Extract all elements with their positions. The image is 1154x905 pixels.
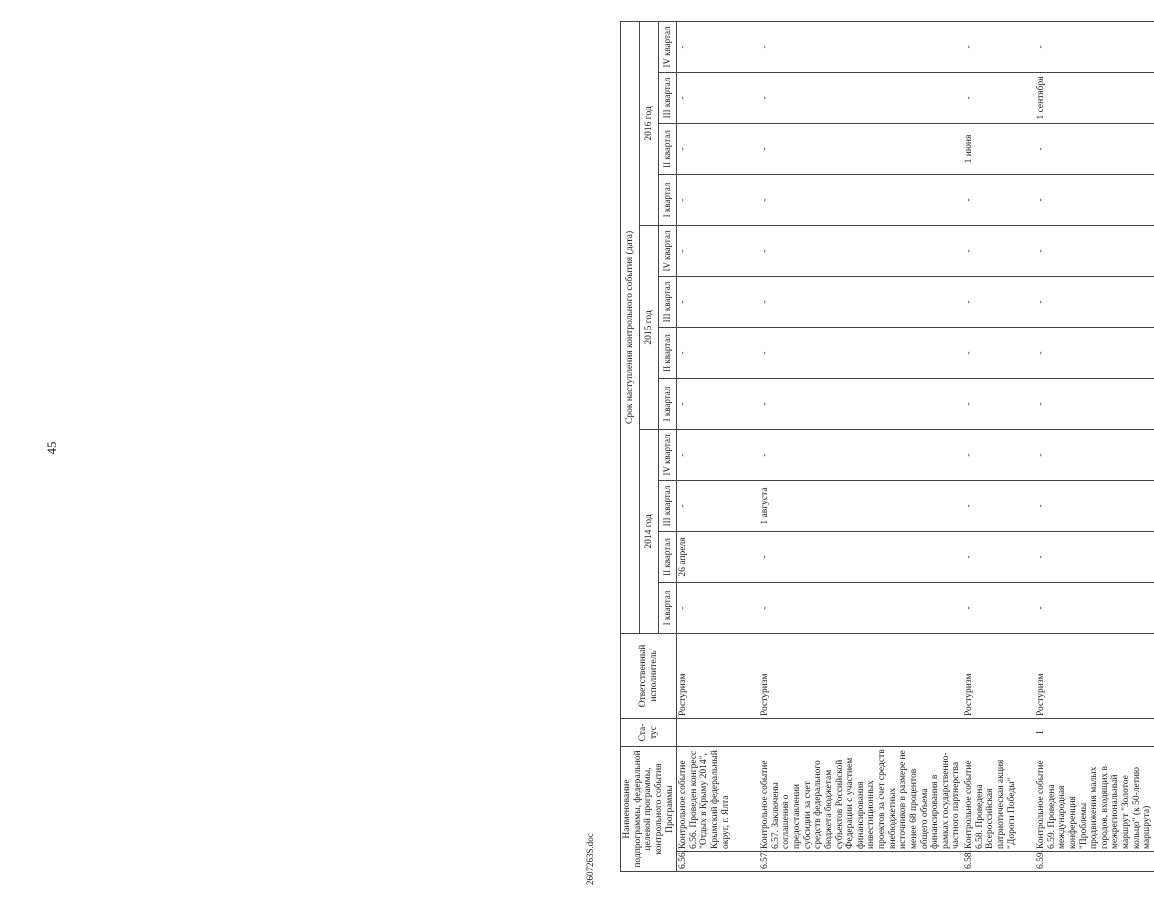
row-quarter-cell: - [963,72,1035,123]
table-row [1035,21,1154,871]
header-executor: Ответственный исполнитель [621,633,677,718]
document-filename: 2607263S.doc [585,833,595,885]
row-quarter-cell: - [1035,480,1154,531]
header-year-2016: 2016 год [639,21,658,225]
row-quarter-cell: - [963,378,1035,429]
header-name: Наименование подпрограммы, федеральной целевой программы, контрольного события Программы [621,746,677,871]
row-quarter-cell: - [1035,378,1154,429]
row-quarter-cell: - [759,582,963,633]
row-quarter-cell: - [963,531,1035,582]
header-quarter: I квартал [658,378,676,429]
header-quarter: II квартал [658,327,676,378]
row-quarter-cell: 1 августа [759,480,963,531]
row-quarter-cell: - [759,225,963,276]
row-quarter-cell: - [759,327,963,378]
header-quarter: II квартал [658,531,676,582]
row-quarter-cell: - [677,225,760,276]
row-quarter-cell: - [677,582,760,633]
row-quarter-cell: - [677,123,760,174]
row-quarter-cell: - [677,378,760,429]
row-status [677,718,760,746]
row-quarter-cell: - [759,429,963,480]
row-status: I [1035,718,1154,746]
row-status [963,718,1035,746]
row-quarter-cell: - [759,378,963,429]
header-status: Ста-тус [621,718,677,746]
row-number: 6.56. [677,852,760,872]
row-quarter-cell: - [759,123,963,174]
row-quarter-cell: - [759,72,963,123]
row-quarter-cell: - [963,225,1035,276]
row-executor: Ростуризм [1035,633,1154,718]
row-quarter-cell: - [963,429,1035,480]
row-quarter-cell: - [1035,429,1154,480]
header-quarter: III квартал [658,480,676,531]
row-quarter-cell: - [1035,123,1154,174]
table-row [677,21,760,871]
header-quarter: III квартал [658,276,676,327]
row-quarter-cell: - [677,72,760,123]
row-quarter-cell: 26 апреля [677,531,760,582]
row-quarter-cell: - [677,276,760,327]
row-executor: Ростуризм [963,633,1035,718]
header-year-2014: 2014 год [639,429,658,633]
header-quarter: I квартал [658,174,676,225]
control-events-table [620,21,1154,872]
row-quarter-cell: 1 июня [963,123,1035,174]
header-quarter: IV квартал [658,225,676,276]
header-quarter: II квартал [658,123,676,174]
row-quarter-cell: - [1035,21,1154,72]
header-year-2015: 2015 год [639,225,658,429]
row-quarter-cell: - [677,429,760,480]
row-executor: Ростуризм [677,633,760,718]
row-quarter-cell: - [963,582,1035,633]
row-quarter-cell: - [963,327,1035,378]
row-quarter-cell: - [759,531,963,582]
row-number: 6.58. [963,852,1035,872]
row-quarter-cell: - [1035,327,1154,378]
row-number: 6.57. [759,852,963,872]
header-deadline: Срок наступления контрольного события (дата) [621,21,640,633]
row-quarter-cell: - [677,21,760,72]
row-quarter-cell: - [759,174,963,225]
row-quarter-cell: - [677,327,760,378]
row-event-name: Контрольное событие 6.59. Проведена международная конференция "Проблемы продвижения малых городов, входящих в межрегиональный маршрут "Золотое кольцо" (к 50-летию маршрута) [1035,746,1154,851]
table-row [759,21,963,871]
page-number: 45 [44,441,59,455]
header-quarter: IV квартал [658,21,676,72]
row-number: 6.59. [1035,852,1154,872]
row-quarter-cell: - [963,480,1035,531]
row-quarter-cell: - [677,480,760,531]
row-quarter-cell: - [1035,276,1154,327]
row-quarter-cell: - [1035,225,1154,276]
header-quarter: III квартал [658,72,676,123]
row-quarter-cell: - [1035,174,1154,225]
row-quarter-cell: - [963,276,1035,327]
row-status [759,718,963,746]
row-quarter-cell: - [963,21,1035,72]
header-quarter: IV квартал [658,429,676,480]
header-quarter: I квартал [658,582,676,633]
row-event-name: Контрольное событие 6.58. Проведена Всероссийская патриотическая акция "Дороги Победы" [963,746,1035,851]
row-quarter-cell: - [677,174,760,225]
row-quarter-cell: 1 сентября [1035,72,1154,123]
row-quarter-cell: - [759,21,963,72]
table-row [963,21,1035,871]
row-quarter-cell: - [963,174,1035,225]
row-executor: Ростуризм [759,633,963,718]
row-quarter-cell: - [759,276,963,327]
row-quarter-cell: - [1035,531,1154,582]
rotated-table-container [620,22,1153,872]
row-event-name: Контрольное событие 6.57. Заключены соглашения о предоставлении субсидии за счет средств федерального бюджета бюджетам субъектов Российской Федерации с участием финансирования инвестиционных проектов за счет средств внебюджетных источников в размере не менее 68 процентов общего объема финансирования в рамках государственно-частного партнерства [759,746,963,851]
row-quarter-cell: - [1035,582,1154,633]
row-event-name: Контрольное событие 6.56. Проведен конгресс "Отдых в Крыму 2014", Крымский федеральный округ, г. Ялта [677,746,760,851]
